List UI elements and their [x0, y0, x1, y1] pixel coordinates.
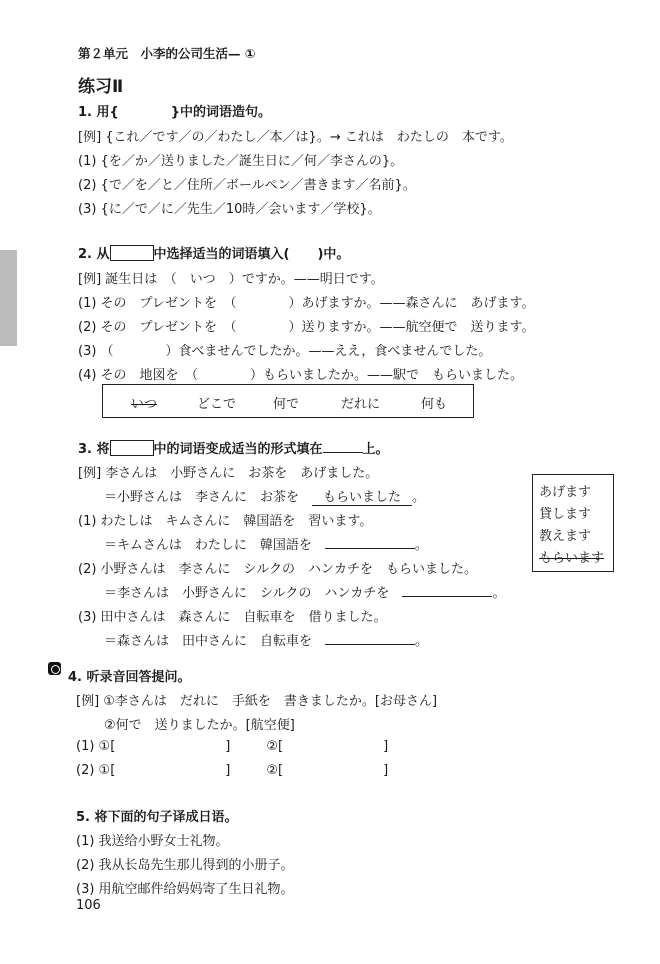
side-box-item: あげます: [539, 485, 592, 500]
q4-row-2: (2) ①[ ] ②[ ]: [76, 763, 389, 778]
section-title: 练习Ⅱ: [78, 77, 124, 97]
side-box-item: 教えます: [539, 529, 592, 544]
q5-item-2: (2) 我从长岛先生那儿得到的小册子。: [76, 858, 294, 873]
q3-item-3: (3) 田中さんは 森さんに 自転車を 借りました。: [78, 610, 387, 625]
word-box-item: いつ: [131, 397, 158, 412]
q1-item-3: (3) {に／で／に／先生／10時／会います／学校}。: [78, 202, 381, 217]
q3-title: 3. 将 中的词语变成适当的形式填在 上。: [78, 442, 389, 457]
blank-box: [110, 440, 154, 456]
q3-item-3-answer: ＝森さんは 田中さんに 自転車を 。: [104, 634, 429, 649]
word-box-item: どこで: [197, 397, 237, 412]
q4-example-2: ②何で 送りましたか。[航空便]: [104, 718, 295, 733]
q4-row-1: (1) ①[ ] ②[ ]: [76, 739, 389, 754]
word-box-item: だれに: [341, 397, 381, 412]
q4-title: 4. 听录音回答提问。: [68, 670, 191, 685]
side-box-item: もらいます: [539, 551, 605, 566]
q3-example-1: [例] 李さんは 小野さんに お茶を あげました。: [78, 466, 379, 481]
q2-item-3: (3) （ ）食べませんでしたか。——ええ，食べませんでした。: [78, 344, 492, 359]
word-box-item: 何で: [273, 397, 300, 412]
q2-item-4: (4) その 地図を （ ）もらいましたか。——駅で もらいました。: [78, 368, 524, 383]
q1-item-2: (2) {で／を／と／住所／ボールペン／書きます／名前}。: [78, 178, 416, 193]
q2-example: [例] 誕生日は （ いつ ）ですか。——明日です。: [78, 272, 384, 287]
blank-box: [110, 245, 154, 261]
side-tab-marker: [0, 250, 17, 346]
q2-item-1: (1) その プレゼントを （ ）あげますか。——森さんに あげます。: [78, 296, 535, 311]
q3-item-2: (2) 小野さんは 李さんに シルクの ハンカチを もらいました。: [78, 562, 477, 577]
q2-title: 2. 从 中选择适当的词语填入( )中。: [78, 247, 350, 262]
page-number: 106: [76, 898, 101, 913]
q3-example-2: ＝小野さんは 李さんに お茶を もらいました 。: [104, 486, 425, 506]
q5-item-1: (1) 我送给小野女士礼物。: [76, 834, 229, 849]
side-box-item: 貸します: [539, 507, 592, 522]
q3-item-1: (1) わたしは キムさんに 韓国語を 習います。: [78, 514, 373, 529]
q3-side-box: [532, 474, 614, 572]
q4-example-1: [例] ①李さんは だれに 手紙を 書きましたか。[お母さん]: [76, 694, 438, 709]
unit-header: 第２单元 小李的公司生活— ①: [78, 46, 256, 61]
q1-title: 1. 用{ }中的词语造句。: [78, 105, 272, 120]
q3-item-1-answer: ＝キムさんは わたしに 韓国語を 。: [104, 538, 428, 553]
q5-item-3: (3) 用航空邮件给妈妈寄了生日礼物。: [76, 882, 294, 897]
q3-item-2-answer: ＝李さんは 小野さんに シルクの ハンカチを 。: [104, 586, 506, 601]
q1-example: [例] {これ／です／の／わたし／本／は}。→ これは わたしの 本です。: [78, 130, 513, 145]
q2-word-box: [102, 384, 474, 418]
word-box-item: 何も: [421, 397, 448, 412]
headphone-icon: [48, 662, 61, 675]
q2-item-2: (2) その プレゼントを （ ）送りますか。——航空便で 送ります。: [78, 320, 535, 335]
q5-title: 5. 将下面的句子译成日语。: [76, 810, 238, 825]
q1-item-1: (1) {を／か／送りました／誕生日に／何／李さんの}。: [78, 154, 404, 169]
